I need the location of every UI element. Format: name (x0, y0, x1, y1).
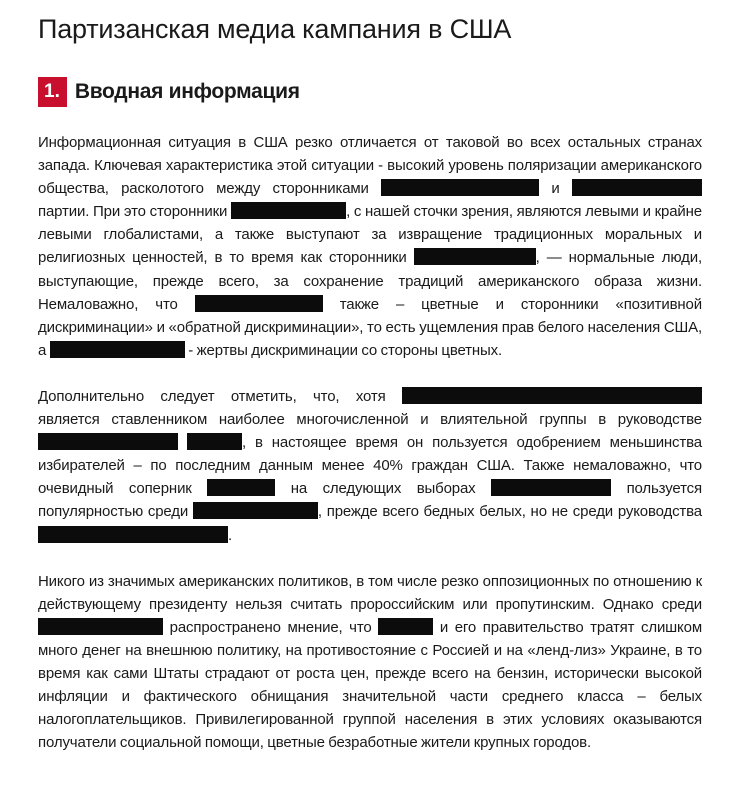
text-run: Дополнительно следует отметить, что, хотя (38, 387, 386, 405)
section-title: Вводная информация (74, 80, 300, 103)
text-run: пользуется популярностью среди (38, 480, 702, 521)
redaction-bar (231, 202, 346, 219)
redaction-bar (491, 479, 611, 496)
text-run: . (228, 526, 233, 544)
text-run: на следующих выборах (290, 480, 476, 498)
text-run: , в настоящее время он пользуется одобрением меньшинства избирателей – по последним данным менее 40% граждан США. Также немаловажно, что очевидный соперник (38, 434, 702, 498)
text-run: , — нормальные люди, выступающие, прежде всего, за сохранение традиций американского образа жизни. Немаловажно, что (38, 249, 702, 313)
text-run: распространено мнение, что (169, 618, 372, 636)
redaction-bar (378, 618, 433, 635)
redaction-bar (38, 526, 228, 543)
paragraph-1 (38, 131, 702, 362)
text-run: также – цветные и сторонники «позитивной дискриминации» и «обратной дискриминации», то есть ущемления прав белого населения США, а (38, 295, 702, 359)
section-number-badge: 1. (38, 77, 67, 107)
text-run: Никого из значимых американских политиков, в том числе резко оппозиционных по отношению к действующему президенту нельзя считать пророссийским или пропутинским. Однако среди (38, 572, 702, 613)
document-title: Партизанская медиа кампания в США (38, 14, 512, 44)
paragraph-2 (38, 385, 702, 547)
redaction-bar (187, 433, 242, 450)
text-run: - жертвы дискриминации со стороны цветных. (188, 341, 503, 359)
redaction-bar (414, 248, 536, 265)
redaction-bar (207, 479, 275, 496)
redaction-bar (38, 618, 163, 635)
redaction-bar (50, 341, 185, 358)
text-run: , с нашей сточки зрения, являются левыми и крайне левыми глобалистами, а также выступают за извращение традиционных моральных и религиозных ценностей, в то время как сторонники (38, 203, 702, 267)
text-run: , прежде всего бедных белых, но не среди руководства (317, 503, 702, 521)
redaction-bar (195, 295, 323, 312)
redaction-bar (402, 387, 702, 404)
paragraph-3 (38, 570, 702, 755)
text-run: партии. При это сторонники (38, 203, 228, 221)
section-heading (38, 77, 702, 107)
redaction-bar (572, 179, 702, 196)
redaction-bar (38, 433, 178, 450)
text-run: и (551, 180, 560, 198)
text-run: Информационная ситуация в США резко отличается от таковой во всех остальных странах запада. Ключевая характеристика этой ситуации - высокий уровень поляризации американского общества, расколотого между сторонниками (38, 134, 702, 198)
text-run: и его правительство тратят слишком много денег на внешнюю политику, на противостояние с Россией и на «ленд-лиз» Украине, в то время как сами Штаты страдают от роста цен, прежде всего на бензин, исторически высокой инфляции и фактического обнищания значительной части среднего класса – белых налогоплательщиков. Привилегированной группой населения в этих условиях оказываются получатели социальной помощи, цветные безработные жители крупных городов. (38, 618, 702, 752)
redaction-bar (381, 179, 539, 196)
redaction-bar (193, 502, 318, 519)
text-run: является ставленником наиболее многочисленной и влиятельной группы в руководстве (38, 411, 702, 429)
